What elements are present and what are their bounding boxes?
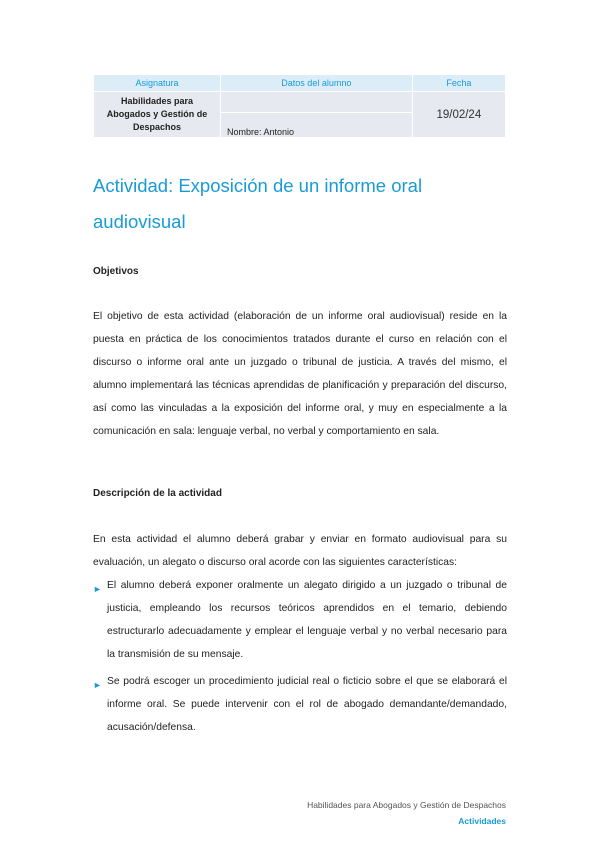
footer-course: Habilidades para Abogados y Gestión de Despachos bbox=[307, 800, 506, 810]
page-title: Actividad: Exposición de un informe oral audiovisual bbox=[93, 175, 423, 232]
subject-value: Habilidades para Abogados y Gestión de Despachos bbox=[94, 92, 221, 138]
list-item bbox=[93, 670, 507, 739]
date-value: 19/02/24 bbox=[412, 92, 505, 138]
list-item bbox=[93, 574, 507, 666]
requirements-list bbox=[93, 574, 507, 743]
triangle-right-icon: ► bbox=[93, 680, 102, 690]
page-footer bbox=[307, 797, 506, 829]
header-table bbox=[93, 74, 506, 138]
objectives-heading: Objetivos bbox=[93, 266, 139, 277]
student-blank-cell bbox=[220, 92, 412, 113]
student-name: Nombre: Antonio bbox=[220, 112, 412, 137]
footer-section: Actividades bbox=[458, 816, 506, 826]
header-col-date: Fecha bbox=[412, 75, 505, 92]
triangle-right-icon: ► bbox=[93, 584, 102, 594]
description-heading: Descripción de la actividad bbox=[93, 488, 222, 499]
objectives-text: El objetivo de esta actividad (elaboración de un informe oral audiovisual) reside en la puesta en práctica de los conocimientos tratados durante el curso en relación con el discurso o informe oral ante un juzgado o tribunal de justicia. A través del mismo, el alumno implementará las técnicas aprendidas de planificación y preparación del discurso, así como las vinculadas a la exposición del informe oral, y muy en especialmente a la comunicación en sala: lenguaje verbal, no verbal y comportamiento en sala. bbox=[93, 311, 507, 437]
list-item-text: Se podrá escoger un procedimiento judicial real o ficticio sobre el que se elaborará el informe oral. Se puede intervenir con el rol de abogado demandante/demandado, acusación/defensa. bbox=[107, 676, 507, 733]
header-col-subject: Asignatura bbox=[94, 75, 221, 92]
list-item-text: El alumno deberá exponer oralmente un alegato dirigido a un juzgado o tribunal de justicia, empleando los recursos teóricos aprendidos en el temario, debiendo estructurarlo adecuadamente y emplear el lenguaje verbal y no verbal necesario para la transmisión de su mensaje. bbox=[107, 580, 507, 660]
header-col-student: Datos del alumno bbox=[220, 75, 412, 92]
description-intro: En esta actividad el alumno deberá grabar y enviar en formato audiovisual para su evaluación, un alegato o discurso oral acorde con las siguientes características: bbox=[93, 534, 507, 568]
